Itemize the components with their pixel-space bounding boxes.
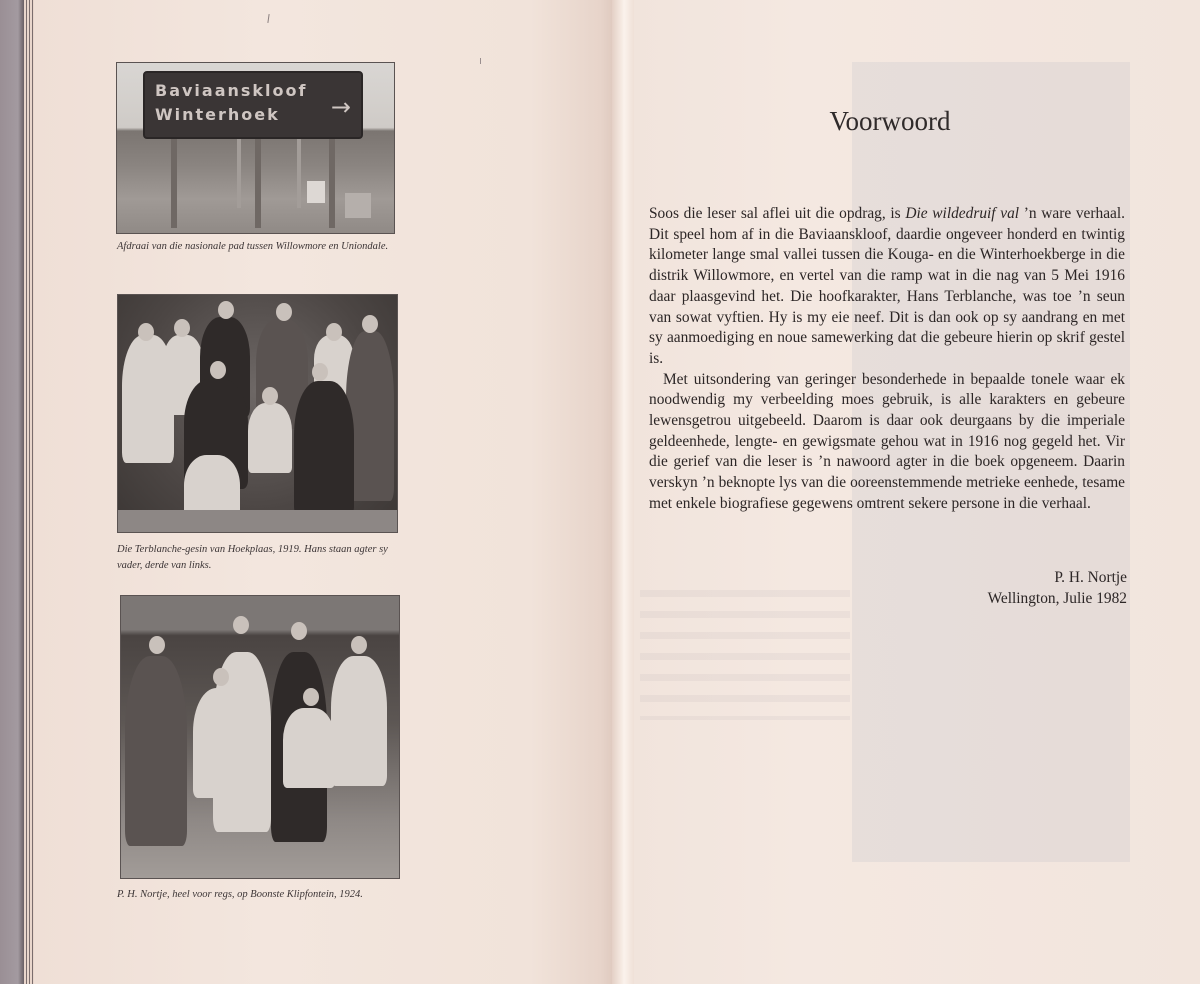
person-head xyxy=(174,319,190,337)
page-mark xyxy=(480,58,481,64)
sign-text-line: Baviaanskloof xyxy=(155,81,308,100)
figure-caption: Afdraai van die nasionale pad tussen Willowmore en Uniondale. xyxy=(117,241,389,252)
paragraph-text: ’n ware verhaal. Dit speel hom af in die Baviaanskloof, daardie ongeveer honderd en twintig kilometer lange smal vallei tussen die Kouga- en die Winterhoekberge in die distrik Willowmore, en vertel van die ramp wat in die nag van 5 Mei 1916 daar plaasgevind het. Die hoofkarakter, Hans Terblanche, was toe ’n seun van sowat vyftien. Hy is my eie neef. Dit is dan ook op sy aandrang en met sy aanmoediging en noue samewerking dat die gebeure hierin op skrif gestel is. xyxy=(649,205,1125,367)
paragraph xyxy=(649,204,1125,370)
photo-boonste-klipfontein xyxy=(120,595,400,879)
person xyxy=(125,656,187,846)
child xyxy=(248,403,292,473)
ground xyxy=(118,510,397,532)
person-head xyxy=(303,688,319,706)
foreword-body xyxy=(649,204,1125,515)
person-head xyxy=(362,315,378,333)
road-sign-board xyxy=(143,71,363,139)
sign-text-line: Winterhoek xyxy=(155,105,280,124)
person-head xyxy=(262,387,278,405)
show-through-text xyxy=(640,590,850,720)
sign-post xyxy=(255,133,261,228)
arrow-right-icon: → xyxy=(330,93,351,121)
road-marker xyxy=(307,181,325,203)
person-head xyxy=(210,361,226,379)
person-head xyxy=(138,323,154,341)
person-head xyxy=(213,668,229,686)
person-head xyxy=(312,363,328,381)
sign-post xyxy=(237,138,241,208)
sign-post xyxy=(297,138,301,208)
sign-post xyxy=(171,133,177,228)
person-head xyxy=(291,622,307,640)
signature-name: P. H. Nortje xyxy=(1054,569,1127,586)
person-head xyxy=(276,303,292,321)
photo-terblanche-family xyxy=(117,294,398,533)
concrete-block xyxy=(345,193,371,218)
person-head xyxy=(233,616,249,634)
photo-road-sign xyxy=(116,62,395,234)
figure-caption: P. H. Nortje, heel voor regs, op Boonste Klipfontein, 1924. xyxy=(117,889,363,900)
person-head xyxy=(218,301,234,319)
person-head xyxy=(351,636,367,654)
signature-place-date: Wellington, Julie 1982 xyxy=(987,590,1127,607)
person-head xyxy=(326,323,342,341)
child xyxy=(193,688,251,798)
paragraph-text: Soos die leser sal aflei uit die opdrag, is xyxy=(649,205,906,222)
sign-post xyxy=(329,133,335,228)
seated-mother xyxy=(294,381,354,517)
child xyxy=(283,708,335,788)
page-title: Voorwoord xyxy=(829,106,951,136)
book-title-italic: Die wildedruif val xyxy=(905,205,1020,222)
person-head xyxy=(149,636,165,654)
paragraph: Met uitsondering van geringer besonderhede in bepaalde tonele waar ek noodwendig my verbeelding moes gebruik, is alle karakters en gebeure lewensgetrou uitgebeeld. Daarom is daar ook deurgaans by die imperiale geldeenhede, lengte- en gewigsmate gehou wat in 1916 nog gegeld het. Vir die gerief van die leser is ’n nawoord agter in die boek opgeneem. Daarin verskyn ’n beknopte lys van die ooreenstemmende metrieke eenhede, tesame met enkele biografiese gegewens omtrent sekere persone in die verhaal. xyxy=(649,370,1125,512)
figure-caption: Die Terblanche-gesin van Hoekplaas, 1919. Hans staan agter sy vader, derde van links. xyxy=(117,544,388,571)
person xyxy=(331,656,387,786)
book-gutter xyxy=(612,0,634,984)
